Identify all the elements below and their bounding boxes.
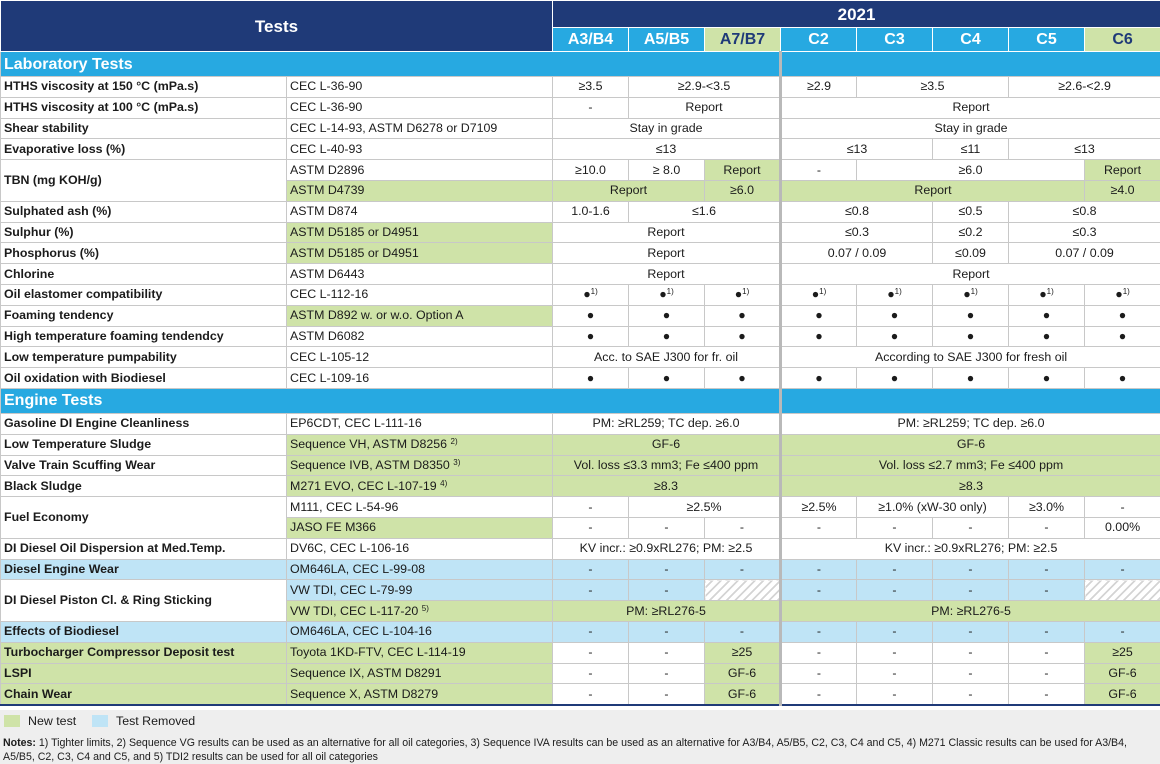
test-name: Chain Wear: [1, 684, 287, 705]
required-dot: ●: [857, 326, 933, 347]
required-cell: [705, 284, 781, 305]
table-row: [1, 621, 1160, 642]
limit-cell: PM: ≥RL276-5: [553, 601, 781, 622]
test-method: Sequence X, ASTM D8279: [287, 684, 553, 705]
limit-cell: -: [1009, 642, 1085, 663]
method-text: Sequence IVB, ASTM D8350: [290, 457, 450, 472]
limit-cell: Report: [553, 243, 781, 264]
test-name: Gasoline DI Engine Cleanliness: [1, 413, 287, 434]
limit-cell: Report: [781, 264, 1160, 285]
limit-cell: -: [781, 663, 857, 684]
limit-cell: Acc. to SAE J300 for fr. oil: [553, 347, 781, 368]
test-name: Low Temperature Sludge: [1, 434, 287, 455]
test-method: [287, 434, 553, 455]
limit-cell: -: [857, 642, 933, 663]
test-method: VW TDI, CEC L-79-99: [287, 580, 553, 601]
table-row: [1, 413, 1160, 434]
limit-cell: -: [553, 517, 629, 538]
category-c6: C6: [1085, 28, 1160, 52]
test-name: Fuel Economy: [1, 497, 287, 539]
limit-cell: -: [1009, 517, 1085, 538]
limit-cell: ≥25: [705, 642, 781, 663]
required-dot: ●: [781, 326, 857, 347]
footnote-mark: 1): [742, 287, 750, 297]
category-a5b5: A5/B5: [629, 28, 705, 52]
section-title-engine: Engine Tests: [1, 388, 781, 413]
limit-cell: ≤0.5: [933, 201, 1009, 222]
limit-cell: Report: [553, 222, 781, 243]
not-applicable-cell: [705, 580, 781, 601]
limit-cell: ≤0.8: [1009, 201, 1160, 222]
limit-cell: ≥25: [1085, 642, 1160, 663]
required-cell: [781, 284, 857, 305]
limit-cell: Report: [629, 97, 781, 118]
test-name: Foaming tendency: [1, 305, 287, 326]
required-dot: ●: [933, 326, 1009, 347]
test-name: TBN (mg KOH/g): [1, 160, 287, 202]
test-name: DI Diesel Piston Cl. & Ring Sticking: [1, 580, 287, 622]
category-c4: C4: [933, 28, 1009, 52]
required-dot: ●: [629, 305, 705, 326]
limit-cell: Report: [1085, 160, 1160, 181]
category-c2: C2: [781, 28, 857, 52]
footnote-mark: 2): [450, 437, 458, 447]
limit-cell: -: [781, 559, 857, 580]
section-bar: [781, 388, 1160, 413]
required-cell: [933, 284, 1009, 305]
footnote-mark: 1): [894, 287, 902, 297]
limit-cell: KV incr.: ≥0.9xRL276; PM: ≥2.5: [553, 538, 781, 559]
required-dot: ●: [857, 368, 933, 389]
required-dot: ●: [1085, 368, 1160, 389]
required-dot: ●: [781, 305, 857, 326]
limit-cell: GF-6: [553, 434, 781, 455]
section-bar: [781, 52, 1160, 77]
footnote-mark: 1): [1046, 287, 1054, 297]
section-title-lab: Laboratory Tests: [1, 52, 781, 77]
limit-cell: KV incr.: ≥0.9xRL276; PM: ≥2.5: [781, 538, 1160, 559]
test-name: Low temperature pumpability: [1, 347, 287, 368]
limit-cell: ≤11: [933, 139, 1009, 160]
limit-cell: GF-6: [705, 684, 781, 705]
limit-cell: ≥6.0: [857, 160, 1085, 181]
notes-text: 1) Tighter limits, 2) Sequence VG results can be used as an alternative for all oil categories, 3) Sequence IVA results can be used as an alternative for A3/B4, A5/B5, C2, C3, C4 and C5, 4) M271 Classic results can be used for A3/B4, A5/B5, C2, C3, C4 and C5, and 5) TDI2 results can be used for all oil categories: [3, 737, 1127, 763]
test-name: HTHS viscosity at 150 °C (mPa.s): [1, 77, 287, 98]
limit-cell: GF-6: [705, 663, 781, 684]
limit-cell: 1.0-1.6: [553, 201, 629, 222]
limit-cell: 0.00%: [1085, 517, 1160, 538]
limit-cell: -: [933, 580, 1009, 601]
tests-header: Tests: [1, 1, 553, 52]
limit-cell: -: [629, 517, 705, 538]
blue-swatch-icon: [92, 715, 108, 727]
limit-cell: -: [857, 580, 933, 601]
footnote-mark: 1): [819, 287, 827, 297]
test-method: ASTM D2896: [287, 160, 553, 181]
test-method: OM646LA, CEC L-99-08: [287, 559, 553, 580]
limit-cell: -: [933, 621, 1009, 642]
table-row: [1, 642, 1160, 663]
limit-cell: -: [781, 621, 857, 642]
test-name: Diesel Engine Wear: [1, 559, 287, 580]
limit-cell: ≤13: [781, 139, 933, 160]
limit-cell: PM: ≥RL276-5: [781, 601, 1160, 622]
test-method: CEC L-14-93, ASTM D6278 or D7109: [287, 118, 553, 139]
test-method: DV6C, CEC L-106-16: [287, 538, 553, 559]
limit-cell: -: [1009, 663, 1085, 684]
limit-cell: -: [933, 517, 1009, 538]
table-row: [1, 476, 1160, 497]
required-dot: ●: [705, 305, 781, 326]
category-c5: C5: [1009, 28, 1085, 52]
header-row-year: [1, 1, 1160, 28]
required-dot: ●: [1085, 326, 1160, 347]
test-method: CEC L-105-12: [287, 347, 553, 368]
notes-label: Notes:: [3, 737, 36, 749]
test-method: OM646LA, CEC L-104-16: [287, 621, 553, 642]
footnote-mark: 1): [666, 287, 674, 297]
table-row: [1, 77, 1160, 98]
table-row: [1, 368, 1160, 389]
required-dot: ●: [629, 368, 705, 389]
section-row-engine: [1, 388, 1160, 413]
test-method: ASTM D5185 or D4951: [287, 243, 553, 264]
limit-cell: ≤1.6: [629, 201, 781, 222]
method-text: M271 EVO, CEC L-107-19: [290, 478, 437, 493]
required-dot: ●: [1039, 287, 1047, 302]
test-name: HTHS viscosity at 100 °C (mPa.s): [1, 97, 287, 118]
limit-cell: ≥4.0: [1085, 180, 1160, 201]
table-row: [1, 222, 1160, 243]
limit-cell: According to SAE J300 for fresh oil: [781, 347, 1160, 368]
limit-cell: -: [781, 517, 857, 538]
required-dot: ●: [963, 287, 971, 302]
limit-cell: -: [1009, 621, 1085, 642]
limit-cell: Report: [781, 97, 1160, 118]
limit-cell: Stay in grade: [553, 118, 781, 139]
limit-cell: -: [1009, 684, 1085, 705]
required-dot: ●: [629, 326, 705, 347]
required-dot: ●: [887, 287, 895, 302]
test-method: ASTM D892 w. or w.o. Option A: [287, 305, 553, 326]
limit-cell: ≥2.9: [781, 77, 857, 98]
table-row: [1, 497, 1160, 518]
table-row: [1, 347, 1160, 368]
table-row: [1, 305, 1160, 326]
limit-cell: ≥3.0%: [1009, 497, 1085, 518]
limit-cell: ≥3.5: [553, 77, 629, 98]
test-name: Phosphorus (%): [1, 243, 287, 264]
legend-test-removed: [92, 714, 195, 728]
required-dot: ●: [933, 305, 1009, 326]
limit-cell: -: [553, 642, 629, 663]
not-applicable-cell: [1085, 580, 1160, 601]
test-name: Valve Train Scuffing Wear: [1, 455, 287, 476]
limit-cell: ≥2.6-<2.9: [1009, 77, 1160, 98]
required-dot: ●: [1085, 305, 1160, 326]
required-dot: ●: [659, 287, 667, 302]
test-method: ASTM D6443: [287, 264, 553, 285]
required-dot: ●: [705, 368, 781, 389]
limit-cell: Stay in grade: [781, 118, 1160, 139]
limit-cell: ≥6.0: [705, 180, 781, 201]
test-method: [287, 476, 553, 497]
test-method: ASTM D874: [287, 201, 553, 222]
required-dot: ●: [1009, 305, 1085, 326]
method-text: Sequence VH, ASTM D8256: [290, 437, 448, 452]
test-name: Oil oxidation with Biodiesel: [1, 368, 287, 389]
limit-cell: ≥8.3: [781, 476, 1160, 497]
test-name: Turbocharger Compressor Deposit test: [1, 642, 287, 663]
required-cell: [553, 284, 629, 305]
footnote-mark: 1): [1122, 287, 1130, 297]
category-a7b7: A7/B7: [705, 28, 781, 52]
required-dot: ●: [583, 287, 591, 302]
test-method: JASO FE M366: [287, 517, 553, 538]
limit-cell: ≥3.5: [857, 77, 1009, 98]
test-name: Effects of Biodiesel: [1, 621, 287, 642]
limit-cell: Report: [553, 180, 705, 201]
limit-cell: -: [857, 517, 933, 538]
table-row: [1, 434, 1160, 455]
limit-cell: -: [857, 621, 933, 642]
limit-cell: ≤0.2: [933, 222, 1009, 243]
limit-cell: 0.07 / 0.09: [1009, 243, 1160, 264]
limit-cell: -: [629, 621, 705, 642]
test-name: Sulphur (%): [1, 222, 287, 243]
required-dot: ●: [553, 326, 629, 347]
test-name: Evaporative loss (%): [1, 139, 287, 160]
limit-cell: -: [1085, 497, 1160, 518]
limit-cell: -: [933, 663, 1009, 684]
required-cell: [629, 284, 705, 305]
limit-cell: -: [629, 580, 705, 601]
required-dot: ●: [857, 305, 933, 326]
test-name: Black Sludge: [1, 476, 287, 497]
footnote-mark: 1): [590, 287, 598, 297]
limit-cell: -: [857, 684, 933, 705]
limit-cell: ≥10.0: [553, 160, 629, 181]
limit-cell: -: [629, 684, 705, 705]
test-method: [287, 455, 553, 476]
required-dot: ●: [811, 287, 820, 302]
table-row: [1, 160, 1160, 181]
table-row: [1, 201, 1160, 222]
limit-cell: ≤0.3: [1009, 222, 1160, 243]
limit-cell: Vol. loss ≤2.7 mm3; Fe ≤400 ppm: [781, 455, 1160, 476]
test-method: CEC L-40-93: [287, 139, 553, 160]
limit-cell: -: [857, 663, 933, 684]
limit-cell: -: [705, 621, 781, 642]
limit-cell: ≤0.3: [781, 222, 933, 243]
test-method: ASTM D6082: [287, 326, 553, 347]
required-cell: [1009, 284, 1085, 305]
category-c3: C3: [857, 28, 933, 52]
required-dot: ●: [781, 368, 857, 389]
limit-cell: -: [781, 684, 857, 705]
required-cell: [1085, 284, 1160, 305]
table-row: [1, 264, 1160, 285]
footnote-mark: 1): [970, 287, 978, 297]
limit-cell: GF-6: [1085, 684, 1160, 705]
limit-cell: Vol. loss ≤3.3 mm3; Fe ≤400 ppm: [553, 455, 781, 476]
limit-cell: -: [553, 663, 629, 684]
test-name: LSPI: [1, 663, 287, 684]
test-method: CEC L-109-16: [287, 368, 553, 389]
limit-cell: -: [1085, 621, 1160, 642]
required-cell: [857, 284, 933, 305]
limit-cell: ≤0.09: [933, 243, 1009, 264]
test-method: CEC L-36-90: [287, 97, 553, 118]
year-header: 2021: [553, 1, 1160, 28]
limit-cell: GF-6: [1085, 663, 1160, 684]
limit-cell: -: [781, 160, 857, 181]
table-row: [1, 139, 1160, 160]
required-dot: ●: [1009, 368, 1085, 389]
table-row: [1, 538, 1160, 559]
required-dot: ●: [933, 368, 1009, 389]
test-method: CEC L-36-90: [287, 77, 553, 98]
limit-cell: 0.07 / 0.09: [781, 243, 933, 264]
limit-cell: Report: [781, 180, 1085, 201]
limit-cell: PM: ≥RL259; TC dep. ≥6.0: [553, 413, 781, 434]
method-text: VW TDI, CEC L-117-20: [290, 603, 419, 618]
limit-cell: -: [1009, 559, 1085, 580]
limit-cell: -: [705, 559, 781, 580]
test-name: Sulphated ash (%): [1, 201, 287, 222]
limit-cell: -: [781, 580, 857, 601]
limit-cell: ≥1.0% (xW-30 only): [857, 497, 1009, 518]
limit-cell: ≥ 8.0: [629, 160, 705, 181]
legend-removed-label: Test Removed: [116, 714, 196, 728]
limit-cell: -: [781, 642, 857, 663]
legend-new-test: [4, 714, 76, 728]
section-row-lab: [1, 52, 1160, 77]
table-row: [1, 97, 1160, 118]
required-dot: ●: [705, 326, 781, 347]
test-method: M111, CEC L-54-96: [287, 497, 553, 518]
limit-cell: -: [857, 559, 933, 580]
limit-cell: -: [629, 559, 705, 580]
table-row: [1, 684, 1160, 705]
table-row: [1, 326, 1160, 347]
table-row: [1, 559, 1160, 580]
test-name: Chlorine: [1, 264, 287, 285]
table-row: [1, 284, 1160, 305]
required-dot: ●: [734, 287, 743, 302]
limit-cell: Report: [553, 264, 781, 285]
table-row: [1, 455, 1160, 476]
limit-cell: -: [933, 642, 1009, 663]
test-name: High temperature foaming tendendcy: [1, 326, 287, 347]
table-row: [1, 243, 1160, 264]
table-row: [1, 118, 1160, 139]
legend-footer: [0, 710, 1160, 764]
limit-cell: -: [705, 517, 781, 538]
limit-cell: -: [1085, 559, 1160, 580]
limit-cell: ≥8.3: [553, 476, 781, 497]
test-method: EP6CDT, CEC L-111-16: [287, 413, 553, 434]
limit-cell: -: [553, 621, 629, 642]
limit-cell: -: [1009, 580, 1085, 601]
test-method: CEC L-112-16: [287, 284, 553, 305]
test-name: DI Diesel Oil Dispersion at Med.Temp.: [1, 538, 287, 559]
limit-cell: -: [933, 684, 1009, 705]
limit-cell: ≥2.9-<3.5: [629, 77, 781, 98]
limit-cell: PM: ≥RL259; TC dep. ≥6.0: [781, 413, 1160, 434]
limit-cell: -: [933, 559, 1009, 580]
test-name: Oil elastomer compatibility: [1, 284, 287, 305]
limit-cell: -: [553, 580, 629, 601]
required-dot: ●: [553, 305, 629, 326]
footnote-mark: 4): [440, 478, 448, 488]
limit-cell: -: [553, 559, 629, 580]
limit-cell: -: [553, 497, 629, 518]
limit-cell: GF-6: [781, 434, 1160, 455]
required-dot: ●: [1115, 287, 1123, 302]
test-method: Toyota 1KD-FTV, CEC L-114-19: [287, 642, 553, 663]
limit-cell: Report: [705, 160, 781, 181]
limit-cell: ≤13: [1009, 139, 1160, 160]
footnotes: [3, 736, 1153, 764]
test-name: Shear stability: [1, 118, 287, 139]
table-row: [1, 580, 1160, 601]
required-dot: ●: [553, 368, 629, 389]
legend-new-label: New test: [28, 714, 77, 728]
required-dot: ●: [1009, 326, 1085, 347]
limit-cell: -: [553, 97, 629, 118]
test-method: Sequence IX, ASTM D8291: [287, 663, 553, 684]
limit-cell: -: [629, 642, 705, 663]
limit-cell: -: [629, 663, 705, 684]
green-swatch-icon: [4, 715, 20, 727]
table-row: [1, 663, 1160, 684]
test-method: ASTM D4739: [287, 180, 553, 201]
limit-cell: -: [553, 684, 629, 705]
limit-cell: ≤13: [553, 139, 781, 160]
limit-cell: ≤0.8: [781, 201, 933, 222]
test-method: ASTM D5185 or D4951: [287, 222, 553, 243]
test-method: [287, 601, 553, 622]
footnote-mark: 5): [421, 603, 429, 613]
footnote-mark: 3): [453, 457, 461, 467]
category-a3b4: A3/B4: [553, 28, 629, 52]
limit-cell: ≥2.5%: [629, 497, 781, 518]
limit-cell: ≥2.5%: [781, 497, 857, 518]
